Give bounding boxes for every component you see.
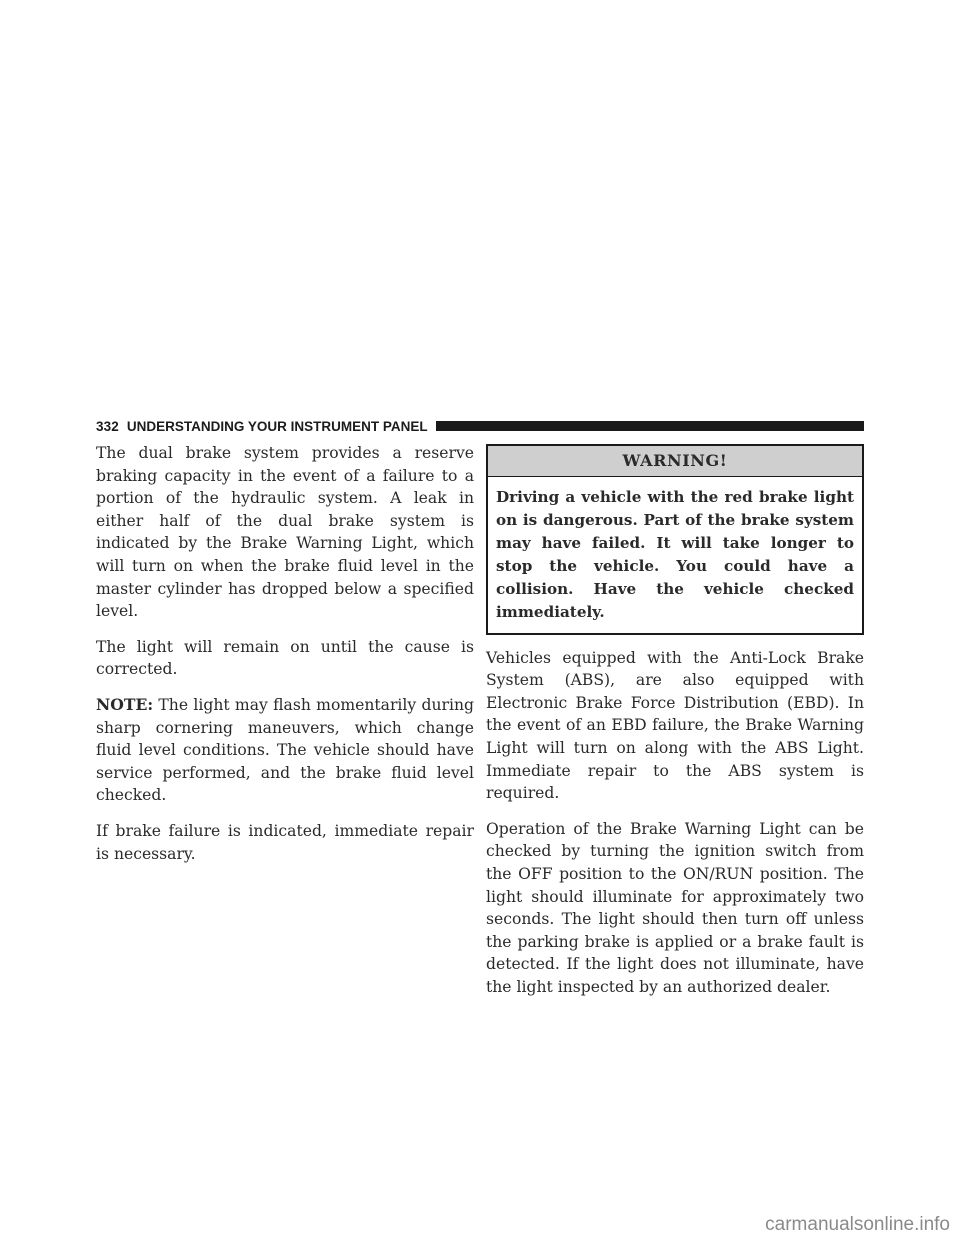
note-text: The light may flash momentarily during sharp cornering maneuvers, which change fluid level conditions. The vehicle should have service performed, and the brake fluid level checked. [96, 695, 474, 805]
watermark-logo: carmanualsonline.info [765, 1214, 950, 1235]
note-paragraph [96, 694, 474, 807]
warning-body: Driving a vehicle with the red brake light on is dangerous. Part of the brake system may have failed. It will take longer to stop the vehicle. You could have a collision. Have the vehicle checked immediately. [496, 487, 854, 621]
section-title: UNDERSTANDING YOUR INSTRUMENT PANEL [126, 418, 428, 434]
paragraph-brake-failure: If brake failure is indicated, immediate repair is necessary. [96, 821, 474, 863]
page-header [96, 418, 864, 434]
note-label: NOTE: [96, 694, 154, 714]
paragraph-dual-brake-system: The dual brake system provides a reserve braking capacity in the event of a failure to a portion of the hydraulic system. A leak in either half of the dual brake system is indicated by the Brake Warning Light, which will turn on when the brake fluid level in the master cylinder has dropped below a specified level. [96, 444, 474, 621]
paragraph-warning-light-check: Operation of the Brake Warning Light can be checked by turning the ignition switch from the OFF position to the ON/RUN position. The light should illuminate for approximately two seconds. The light should then turn off unless the parking brake is applied or a brake fault is detected. If the light does not illuminate, have the light inspected by an authorized dealer. [486, 819, 864, 996]
warning-box [486, 444, 864, 635]
paragraph-abs-ebd: Vehicles equipped with the Anti-Lock Brake System (ABS), are also equipped with Electronic Brake Force Distribution (EBD). In the event of an EBD failure, the Brake Warning Light will turn on along with the ABS Light. Immediate repair to the ABS system is required. [486, 648, 864, 803]
header-rule [436, 421, 864, 431]
right-column [486, 442, 864, 1012]
warning-title: WARNING! [488, 446, 862, 477]
left-column [96, 442, 474, 878]
paragraph-light-remains-on: The light will remain on until the cause is corrected. [96, 637, 474, 679]
page-number: 332 [96, 418, 119, 434]
